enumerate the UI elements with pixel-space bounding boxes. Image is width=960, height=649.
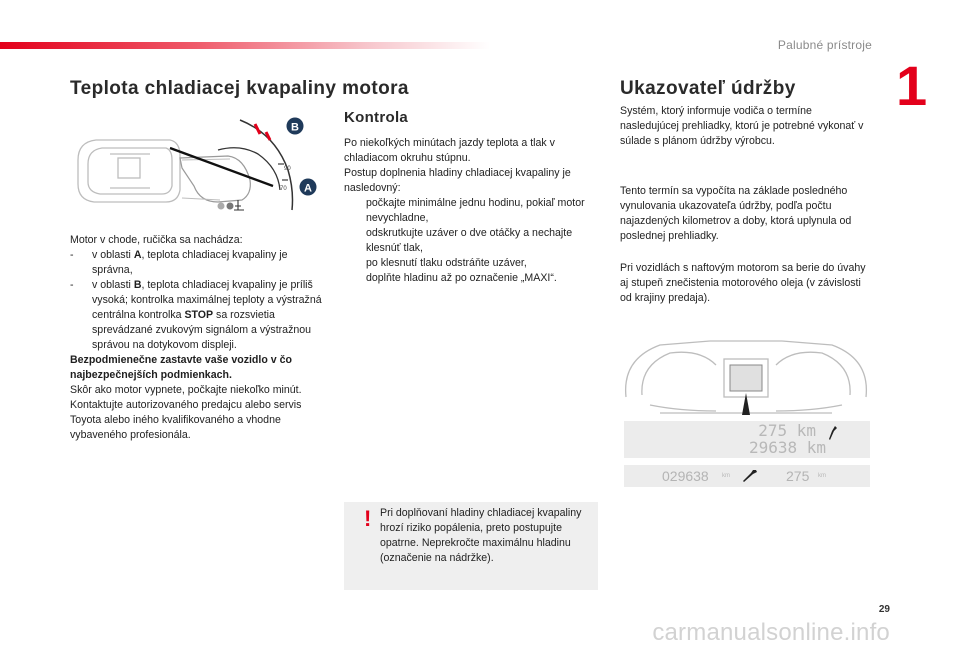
gauge-label-90: 90 [284,166,291,172]
gauge-marker-a: A [304,182,312,195]
list-item: po klesnutí tlaku odstráňte uzáver, [366,257,527,269]
list-item: doplňte hladinu až po označenie „MAXI“. [366,272,557,284]
zone-list [70,248,330,353]
safety-note: Bezpodmienečne zastavte vaše vozidlo v čo najbezpečnejších podmienkach. [70,354,292,381]
warning-icon: ! [364,506,372,531]
odometer-value: 029638 [662,468,709,484]
stop-label: STOP [184,309,214,321]
service-display-2 [624,465,870,487]
watermark: carmanualsonline.info [652,619,890,646]
service-distance-readout: 275 km [758,421,816,440]
running-head: Palubné prístroje [777,38,872,52]
check-para-1: Po niekoľkých minútach jazdy teplota a tlak v chladiacom okruhu stúpnu. [344,137,555,164]
odometer-unit: km [722,473,730,479]
check-body [344,136,596,286]
wrench-icon [828,425,838,441]
service-para-1: Systém, ktorý informuje vodiča o termíne nasledujúcej prehliadky, ktorú je potrebné vykonať v súlade s plánom údržby výrobcu. [620,105,864,147]
intro-text: Motor v chode, ručička sa nachádza: [70,234,243,246]
chapter-number: 1 [896,54,928,117]
zone-key: B [133,279,142,291]
wrench-icon [742,469,758,483]
check-para-2: Postup doplnenia hladiny chladiacej kvapaliny je nasledovný: [344,167,571,194]
contact-note: Kontaktujte autorizovaného predajcu alebo servis Toyota alebo iného kvalifikovaného a vhodne vybaveného profesionála. [70,399,302,441]
gauge-marker-b: B [291,121,299,134]
coolant-temperature-body [70,233,330,443]
list-item: odskrutkujte uzáver o dve otáčky a nechajte klesnúť tlak, [366,227,573,254]
coolant-temperature-title: Teplota chladiacej kvapaliny motora [70,78,409,99]
wait-note: Skôr ako motor vypnete, počkajte niekoľko minút. [70,384,302,396]
gauge-label-70: 70 [280,186,287,192]
service-distance-value: 275 [786,468,810,484]
service-distance-unit: km [818,473,826,479]
service-display-1 [624,421,870,458]
list-item: - v oblasti A, teplota chladiacej kvapaliny je správna, [70,249,288,276]
list-item: - v oblasti B, teplota chladiacej kvapaliny je príliš vysoká; kontrolka maximálnej teploty a výstražná centrálna kontrolka STOP sa rozsvietia sprevádzané zvukovým signálom a výstražnou správou na dotykovom displeji. [70,279,322,351]
warning-text: Pri doplňovaní hladiny chladiacej kvapaliny hrozí riziko popálenia, preto postupujte opatrne. Neprekročte maximálnu hladinu (označenie na nádržke). [380,507,582,564]
service-para-2: Tento termín sa vypočíta na základe posledného vynulovania ukazovateľa údržby, podľa počtu najazdených kilometrov a doby, ktorá uplynula od poslednej prehliadky. [620,185,852,242]
service-indicator-title: Ukazovateľ údržby [620,78,796,99]
list-marker: - [70,279,74,291]
check-title: Kontrola [344,109,409,126]
list-marker: - [70,249,74,261]
odometer-readout: 29638 km [748,438,826,457]
page-number: 29 [878,604,890,615]
coolant-temperature-icon [234,200,244,210]
burn-warning-box [344,502,598,590]
header-accent-bar [0,42,490,49]
service-para-3: Pri vozidlách s naftovým motorom sa berie do úvahy aj stupeň znečistenia motorového oleja (v závislosti od krajiny predaja). [620,262,866,304]
coolant-gauge-illustration [70,110,320,225]
zone-key: A [133,249,142,261]
step-list [344,196,596,286]
list-item: počkajte minimálne jednu hodinu, pokiaľ motor nevychladne, [366,197,585,224]
instrument-cluster-illustration [620,335,872,417]
